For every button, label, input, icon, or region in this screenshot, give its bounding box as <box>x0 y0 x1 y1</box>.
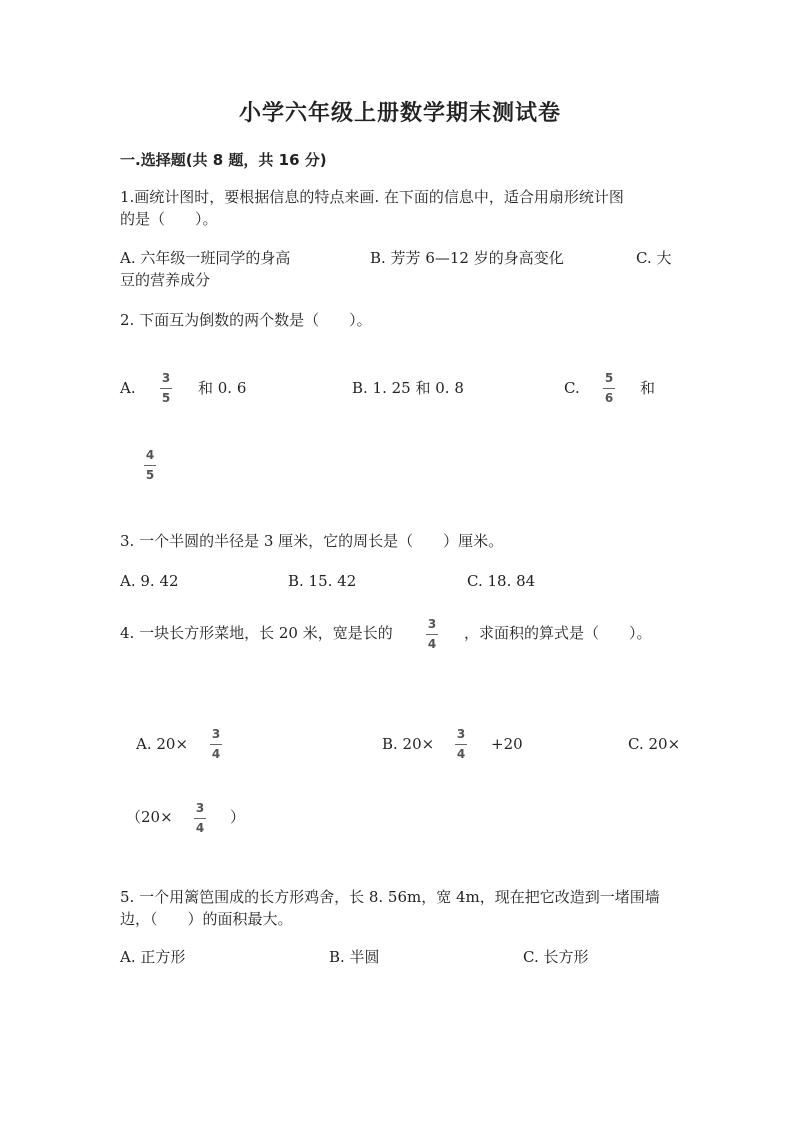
q5-option-a[interactable]: A. 正方形 <box>120 948 186 966</box>
q5-stem-line1: 5. 一个用篱笆围成的长方形鸡舍，长 8. 56m，宽 4m，现在把它改造到一堵围墙 <box>120 888 660 906</box>
fraction-numerator: 3 <box>427 617 437 631</box>
q5-stem-line2: 边，（ ）的面积最大。 <box>120 910 293 928</box>
fraction-denominator: 4 <box>456 747 466 761</box>
fraction-numerator: 3 <box>161 371 171 385</box>
fraction-denominator: 4 <box>211 747 221 761</box>
fraction-denominator: 5 <box>161 391 171 405</box>
page-title: 小学六年级上册数学期末测试卷 <box>238 101 561 126</box>
q4-option-c[interactable]: C. 20× <box>628 735 681 753</box>
q5-option-c[interactable]: C. 长方形 <box>523 948 589 966</box>
fraction-denominator: 4 <box>195 821 205 835</box>
q1-stem-line2: 的是（ ）。 <box>120 210 218 228</box>
q1-option-a[interactable]: A. 六年级一班同学的身高 <box>120 249 291 267</box>
q2-stem: 2. 下面互为倒数的两个数是（ ）。 <box>120 311 372 329</box>
q4-stem-pre: 4. 一块长方形菜地，长 20 米，宽是长的 <box>120 624 393 642</box>
fraction-denominator: 5 <box>145 468 155 482</box>
fraction-bar <box>144 465 156 466</box>
q4-option-c-continued-pre: （20× <box>126 808 173 826</box>
fraction-bar <box>426 634 438 635</box>
fraction-bar <box>603 388 615 389</box>
q2-option-c-fraction <box>603 372 615 405</box>
q4-option-b-fraction <box>455 728 467 761</box>
q4-option-c-fraction <box>194 802 206 835</box>
q2-option-a-fraction <box>160 372 172 405</box>
q1-option-c-continued: 豆的营养成分 <box>120 271 211 289</box>
fraction-denominator: 4 <box>427 637 437 651</box>
fraction-numerator: 5 <box>604 371 614 385</box>
q1-stem-line1: 1.画统计图时，要根据信息的特点来画. 在下面的信息中，适合用扇形统计图 <box>120 188 624 206</box>
fraction-numerator: 3 <box>211 727 221 741</box>
fraction-denominator: 6 <box>604 391 614 405</box>
q1-option-c[interactable]: C. 大 <box>636 249 672 267</box>
fraction-bar <box>455 744 467 745</box>
section-heading: 一.选择题(共 8 题，共 16 分) <box>120 151 327 169</box>
q3-option-a[interactable]: A. 9. 42 <box>120 572 179 590</box>
q3-option-c[interactable]: C. 18. 84 <box>467 572 536 590</box>
fraction-bar <box>210 744 222 745</box>
q5-option-b[interactable]: B. 半圆 <box>329 948 380 966</box>
fraction-numerator: 3 <box>195 801 205 815</box>
q4-option-b-post: +20 <box>491 735 523 753</box>
q2-option-c-label[interactable]: C. <box>564 379 580 397</box>
q4-option-b[interactable]: B. 20× <box>382 735 435 753</box>
q2-option-c-text: 和 <box>640 379 656 397</box>
fraction-bar <box>194 818 206 819</box>
q3-option-b[interactable]: B. 15. 42 <box>288 572 357 590</box>
q2-option-a-label[interactable]: A. <box>120 379 136 397</box>
q4-option-a-fraction <box>210 728 222 761</box>
q2-option-a-text: 和 0. 6 <box>198 379 247 397</box>
q4-stem-fraction <box>426 618 438 651</box>
fraction-bar <box>160 388 172 389</box>
fraction-numerator: 3 <box>456 727 466 741</box>
q4-option-c-continued-post: ） <box>230 808 246 826</box>
q3-stem: 3. 一个半圆的半径是 3 厘米，它的周长是（ ）厘米。 <box>120 532 504 550</box>
q1-option-b[interactable]: B. 芳芳 6—12 岁的身高变化 <box>370 249 564 267</box>
q4-stem-post: ，求面积的算式是（ ）。 <box>464 624 652 642</box>
q4-option-a[interactable]: A. 20× <box>136 735 189 753</box>
fraction-numerator: 4 <box>145 448 155 462</box>
q2-option-c-fraction-2 <box>144 449 156 482</box>
q2-option-b[interactable]: B. 1. 25 和 0. 8 <box>352 379 464 397</box>
